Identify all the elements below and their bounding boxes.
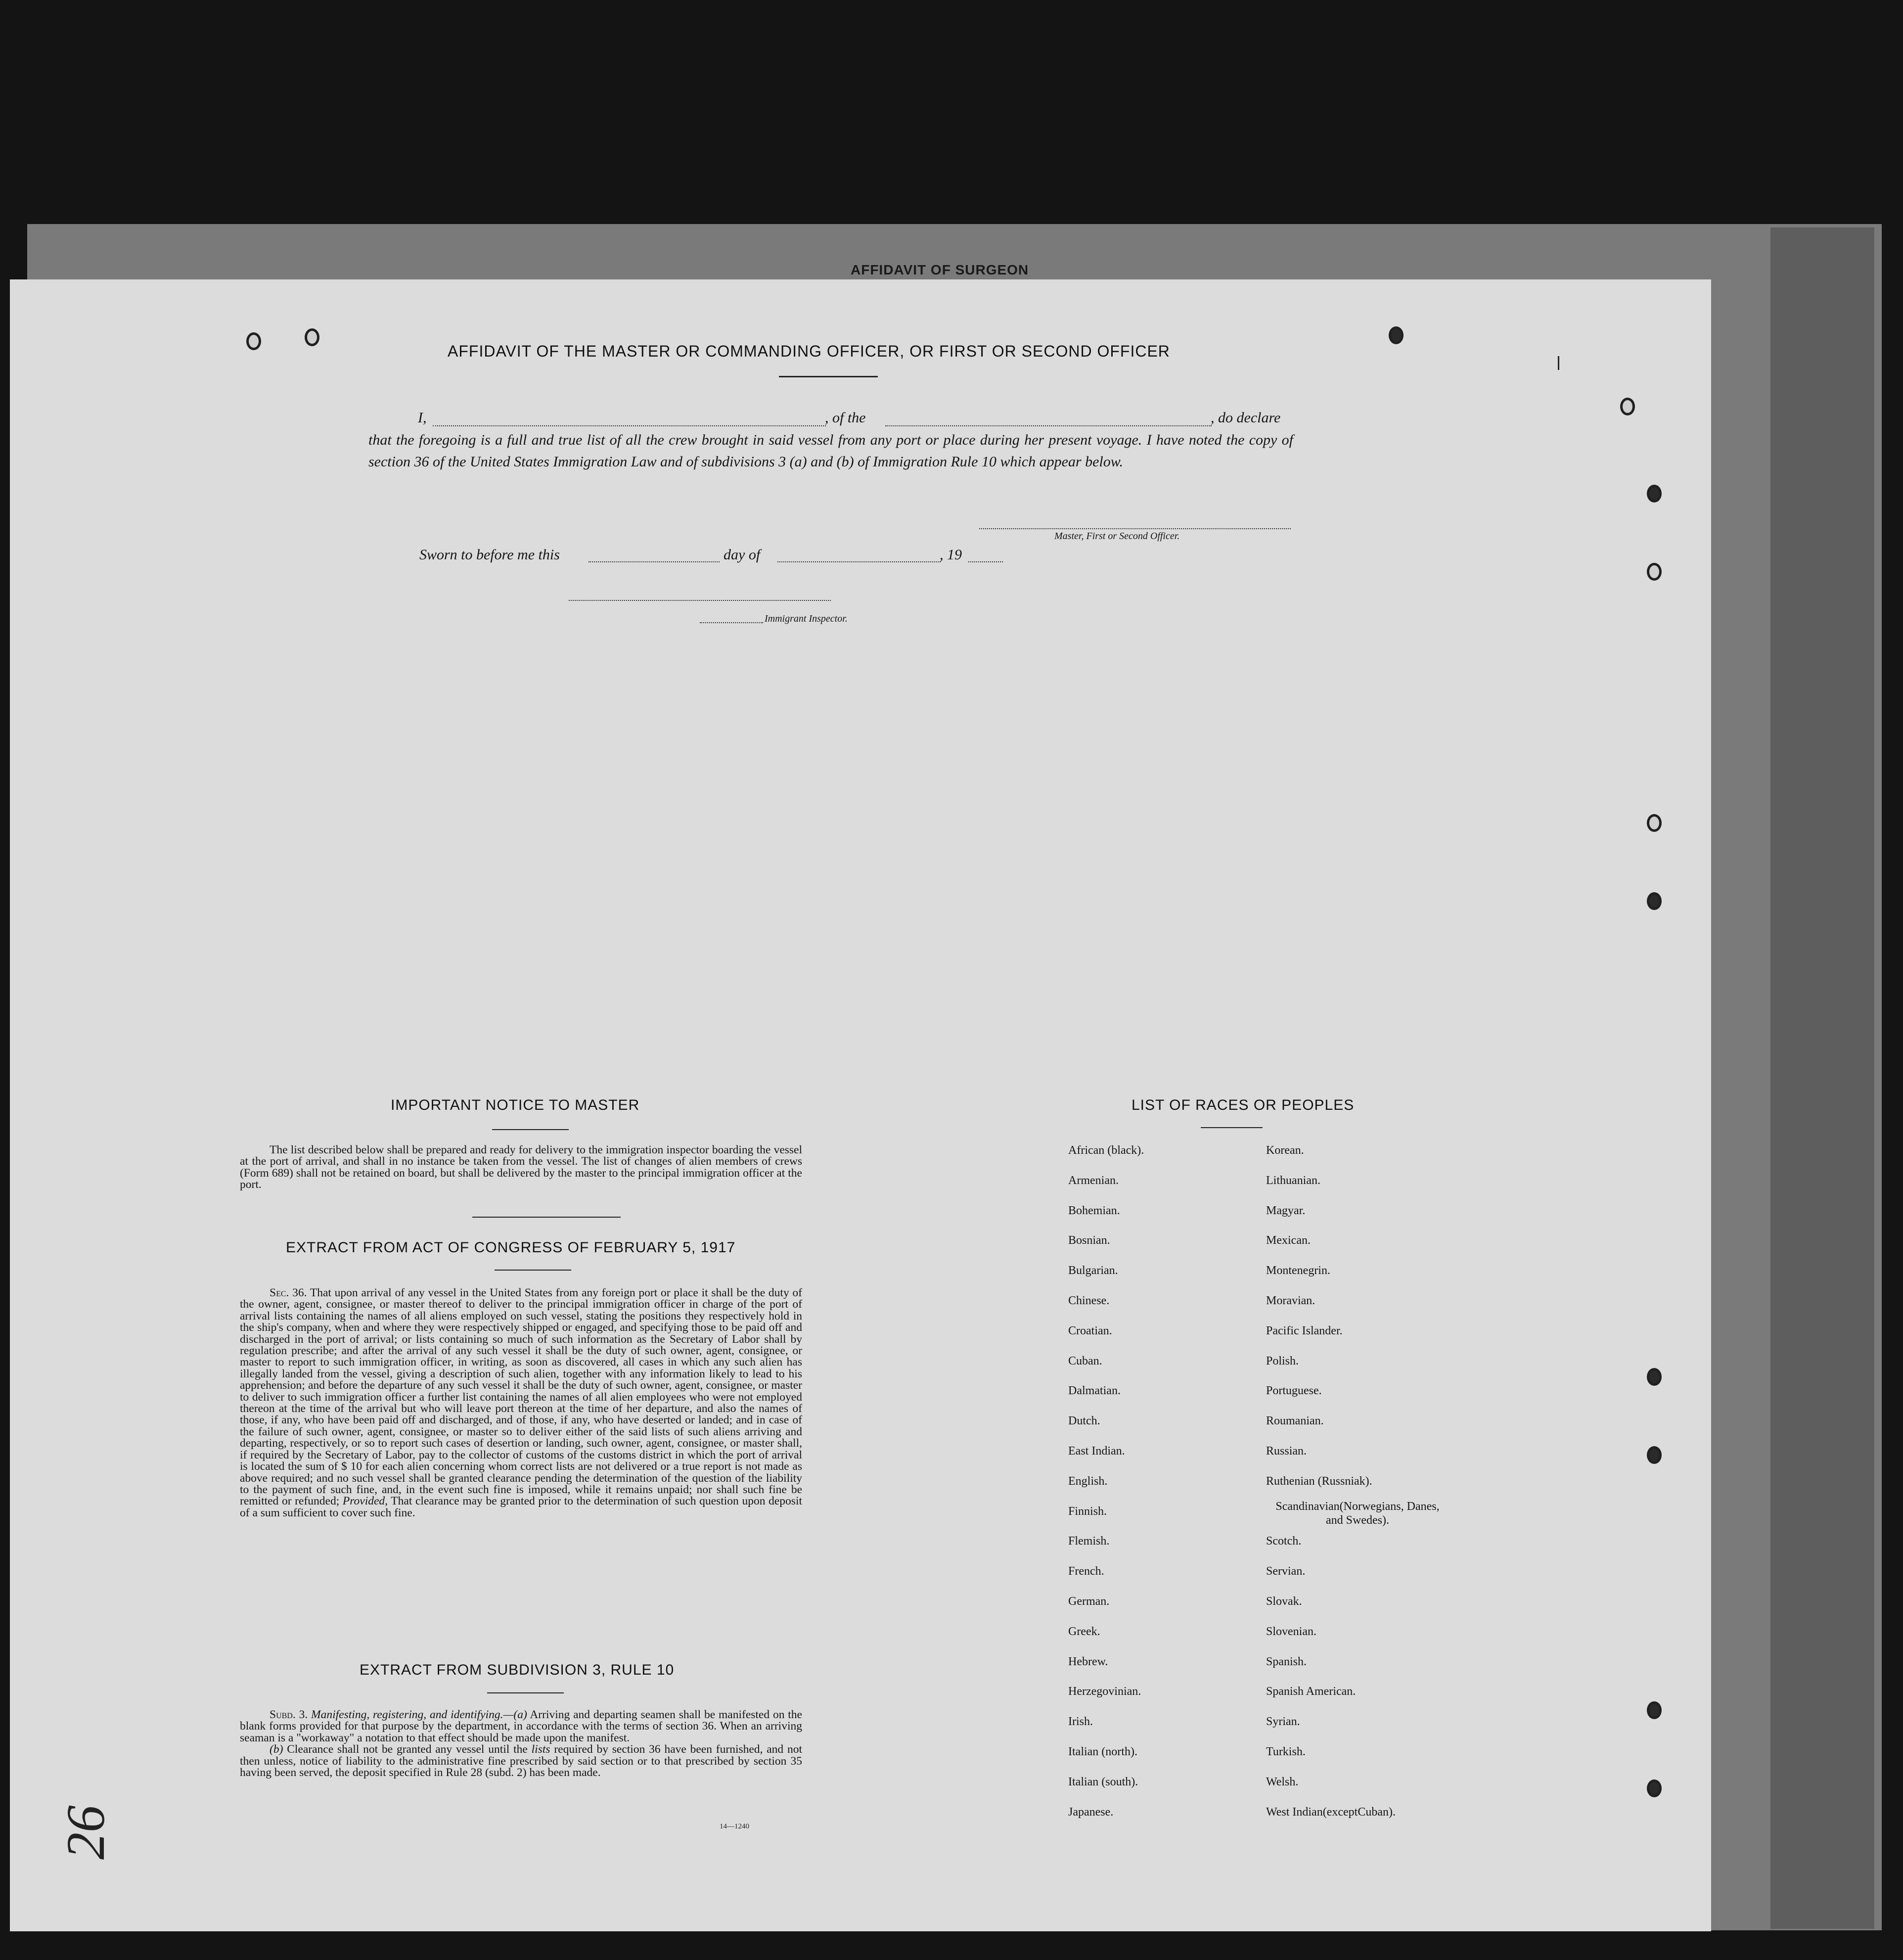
pen-mark xyxy=(1558,356,1559,370)
i-label: I, xyxy=(418,410,427,426)
race-item: Scotch. xyxy=(1266,1535,1302,1548)
race-item: English. xyxy=(1068,1474,1108,1488)
race-item: German. xyxy=(1068,1595,1110,1608)
race-item: Greek. xyxy=(1068,1625,1100,1638)
notice-body: The list described below shall be prepared and ready for delivery to the immigration inspector boarding the vessel at the port of arrival, and shall in no instance be taken from the vessel. The list of changes of alien members of crews (Form 689) shall not be retained on board, but shall be delivered by the master to the principal immigration officer at the port. xyxy=(240,1143,802,1191)
race-item: Lithuanian. xyxy=(1266,1174,1320,1187)
form-code: 14—1240 xyxy=(720,1823,749,1830)
underlying-page-edge xyxy=(1770,228,1874,1929)
race-item: Italian (south). xyxy=(1068,1775,1138,1788)
b-label: (b) xyxy=(270,1743,283,1756)
race-item: Croatian. xyxy=(1068,1324,1112,1337)
race-item: Ruthenian (Russniak). xyxy=(1266,1474,1372,1488)
act-body-end: That clearance may be granted prior to the determination of such question upon deposit of a sum sufficient to cover such fine. xyxy=(240,1495,802,1519)
race-item: Pacific Islander. xyxy=(1266,1324,1343,1337)
race-item: East Indian. xyxy=(1068,1445,1125,1458)
act-title: EXTRACT FROM ACT OF CONGRESS OF FEBRUARY 5, 1917 xyxy=(286,1239,736,1256)
binder-hole-icon xyxy=(1647,892,1662,910)
race-item: Portuguese. xyxy=(1266,1384,1322,1398)
race-item: Bosnian. xyxy=(1068,1234,1110,1247)
section-divider xyxy=(472,1217,621,1218)
race-item: Herzegovinian. xyxy=(1068,1685,1141,1698)
inspector-dots xyxy=(700,622,763,623)
binder-hole-icon xyxy=(1647,1779,1662,1797)
inspector-label: Immigrant Inspector. xyxy=(765,613,848,624)
race-item: Finnish. xyxy=(1068,1504,1107,1518)
sec-label: Sec. 36. xyxy=(270,1286,307,1299)
of-the-label: , of the xyxy=(825,410,866,426)
race-item: Bulgarian. xyxy=(1068,1264,1118,1277)
sworn-month-field[interactable] xyxy=(777,561,941,562)
act-body: That upon arrival of any vessel in the United States from any foreign port or place it shall be the duty of the owner, agent, consignee, or master thereof to deliver to the principal immigration officer in charge of the port of arrival lists containing the names of all aliens employed on such vessel, stating the positions they respectively hold in the ship's company, when and where they were respectively shipped or engaged, and specifying those to be paid off and discharged in the port of arrival; or lists containing so much of such information as the Secretary of Labor shall by regulation prescribe; and after the arrival of any such vessel it shall be the duty of such owner, agent, consignee, or master to report to such immigration officer, in writing, as soon as discovered, all cases in which any such alien has illegally landed from the vessel, giving a description of such alien, together with any information likely to lead to his apprehension; and before the departure of any such vessel it shall be the duty of such owner, agent, consignee, or master to deliver to such immigration officer a further list containing the names of all alien employees who were not employed thereon at the time of the arrival but who will leave port thereon at the time of her departure, and also the names of those, if any, who have been paid off and discharged, and of those, if any, who have deserted or landed; and in case of the failure of such owner, agent, consignee, or master so to deliver either of the said lists of such aliens arriving and departing, respectively, or so to report such cases of desertion or landing, such owner, agent, consignee, or master shall, if required by the Secretary of Labor, pay to the collector of customs of the customs district in which the port of arrival is located the sum of $ 10 for each alien concerning whom correct lists are not delivered or a true report is not made as above required; and no such vessel shall be granted clearance pending the determination of the question of the liability to the payment of such fine, and, in the event such fine is imposed, while it remains unpaid; nor shall such fine be remitted or refunded; xyxy=(240,1286,803,1508)
affidavit-title: AFFIDAVIT OF THE MASTER OR COMMANDING OFFICER, OR FIRST OR SECOND OFFICER xyxy=(448,342,1170,360)
race-item: African (black). xyxy=(1068,1144,1144,1157)
race-item: Irish. xyxy=(1068,1715,1093,1729)
race-item: Turkish. xyxy=(1266,1745,1306,1758)
race-item: Dutch. xyxy=(1068,1414,1100,1428)
binder-hole-icon xyxy=(1647,1368,1662,1386)
race-item: Montenegrin. xyxy=(1266,1264,1330,1277)
inspector-signature-field[interactable] xyxy=(569,600,831,601)
rule-underline xyxy=(487,1692,564,1693)
race-item: Slovenian. xyxy=(1266,1625,1316,1638)
handwritten-number: 26 xyxy=(55,1805,116,1860)
binder-hole-icon xyxy=(246,332,261,350)
race-item: Armenian. xyxy=(1068,1174,1119,1187)
day-of-label: day of xyxy=(724,547,761,563)
declaration-body: that the foregoing is a full and true list of all the crew brought in said vessel from any port or place during her present voyage. I have noted the copy of section 36 of the United States Immigration Law and of subdivisions 3 (a) and (b) of Immigration Rule 10 which appear below. xyxy=(368,432,1293,470)
race-item: Servian. xyxy=(1266,1565,1306,1578)
master-signature-field[interactable] xyxy=(979,528,1291,529)
race-item: Japanese. xyxy=(1068,1805,1114,1819)
race-item: Flemish. xyxy=(1068,1535,1110,1548)
lists-word: lists xyxy=(531,1743,550,1756)
rule-text-b2: required by section 36 have been furnished, and not then unless, notice of liability to the administrative fine prescribed by said section or to that prescribed by section 35 having been served, the deposit specified in Rule 28 (subd. 2) has been made. xyxy=(240,1743,803,1779)
subd-label: Subd. 3. xyxy=(270,1708,308,1721)
act-text xyxy=(240,1287,802,1519)
race-item: West Indian(exceptCuban). xyxy=(1266,1805,1396,1819)
race-item: Spanish American. xyxy=(1266,1685,1356,1698)
race-item: Scandinavian(Norwegians, Danes, and Swedes). xyxy=(1275,1500,1440,1527)
race-item: Dalmatian. xyxy=(1068,1384,1121,1398)
races-underline xyxy=(1201,1127,1263,1128)
master-label: Master, First or Second Officer. xyxy=(1054,531,1180,542)
binder-hole-icon xyxy=(1647,814,1662,832)
binder-hole-icon xyxy=(1647,563,1662,581)
races-title: LIST OF RACES OR PEOPLES xyxy=(1132,1097,1355,1113)
binder-hole-icon xyxy=(1389,326,1404,344)
notice-underline xyxy=(492,1129,569,1130)
race-item: Slovak. xyxy=(1266,1595,1302,1608)
race-item: Syrian. xyxy=(1266,1715,1300,1729)
race-item: Mexican. xyxy=(1266,1234,1311,1247)
rule-title: EXTRACT FROM SUBDIVISION 3, RULE 10 xyxy=(360,1662,675,1678)
binder-hole-icon xyxy=(1647,485,1662,502)
rule-text xyxy=(240,1709,802,1778)
binder-hole-icon xyxy=(1620,398,1635,415)
act-underline xyxy=(495,1270,571,1271)
race-item: French. xyxy=(1068,1565,1104,1578)
race-item: Spanish. xyxy=(1266,1655,1307,1668)
notice-text xyxy=(240,1144,802,1191)
binder-hole-icon xyxy=(1647,1701,1662,1719)
race-item: Welsh. xyxy=(1266,1775,1299,1788)
race-item: Bohemian. xyxy=(1068,1204,1120,1217)
back-page-title: AFFIDAVIT OF SURGEON xyxy=(851,262,1029,277)
race-item: Russian. xyxy=(1266,1445,1307,1458)
provided-word: Provided, xyxy=(342,1495,388,1508)
vessel-field[interactable] xyxy=(885,425,1212,426)
sworn-day-field[interactable] xyxy=(589,561,720,562)
race-item: Polish. xyxy=(1266,1354,1299,1367)
race-item: Korean. xyxy=(1266,1144,1304,1157)
race-item: Cuban. xyxy=(1068,1354,1102,1367)
do-declare-label: , do declare xyxy=(1211,410,1281,426)
declaration-text xyxy=(368,429,1293,473)
race-item: Moravian. xyxy=(1266,1294,1315,1307)
form-sheet xyxy=(10,279,1711,1931)
subd-heading: Manifesting, registering, and identifying.—(a) xyxy=(311,1708,527,1721)
sworn-label: Sworn to before me this xyxy=(419,547,560,563)
notice-title: IMPORTANT NOTICE TO MASTER xyxy=(391,1097,640,1113)
sworn-year-field[interactable] xyxy=(968,561,1003,562)
race-item: Chinese. xyxy=(1068,1294,1110,1307)
binder-hole-icon xyxy=(1647,1446,1662,1464)
race-item: Magyar. xyxy=(1266,1204,1306,1217)
name-field[interactable] xyxy=(433,425,826,426)
year-label: , 19 xyxy=(940,547,962,563)
rule-text-b1: Clearance shall not be granted any vessel until the xyxy=(287,1743,528,1756)
rule-text-a: Arriving and departing seamen shall be manifested on the blank forms provided for that purpose by the department, in accordance with the terms of section 36. When an arriving seaman is a "workaway" a notation to that effect should be made upon the manifest. xyxy=(240,1708,802,1744)
race-item: Hebrew. xyxy=(1068,1655,1108,1668)
binder-hole-icon xyxy=(305,328,319,346)
race-item: Roumanian. xyxy=(1266,1414,1324,1428)
title-underline xyxy=(779,376,878,377)
race-item: Italian (north). xyxy=(1068,1745,1137,1758)
